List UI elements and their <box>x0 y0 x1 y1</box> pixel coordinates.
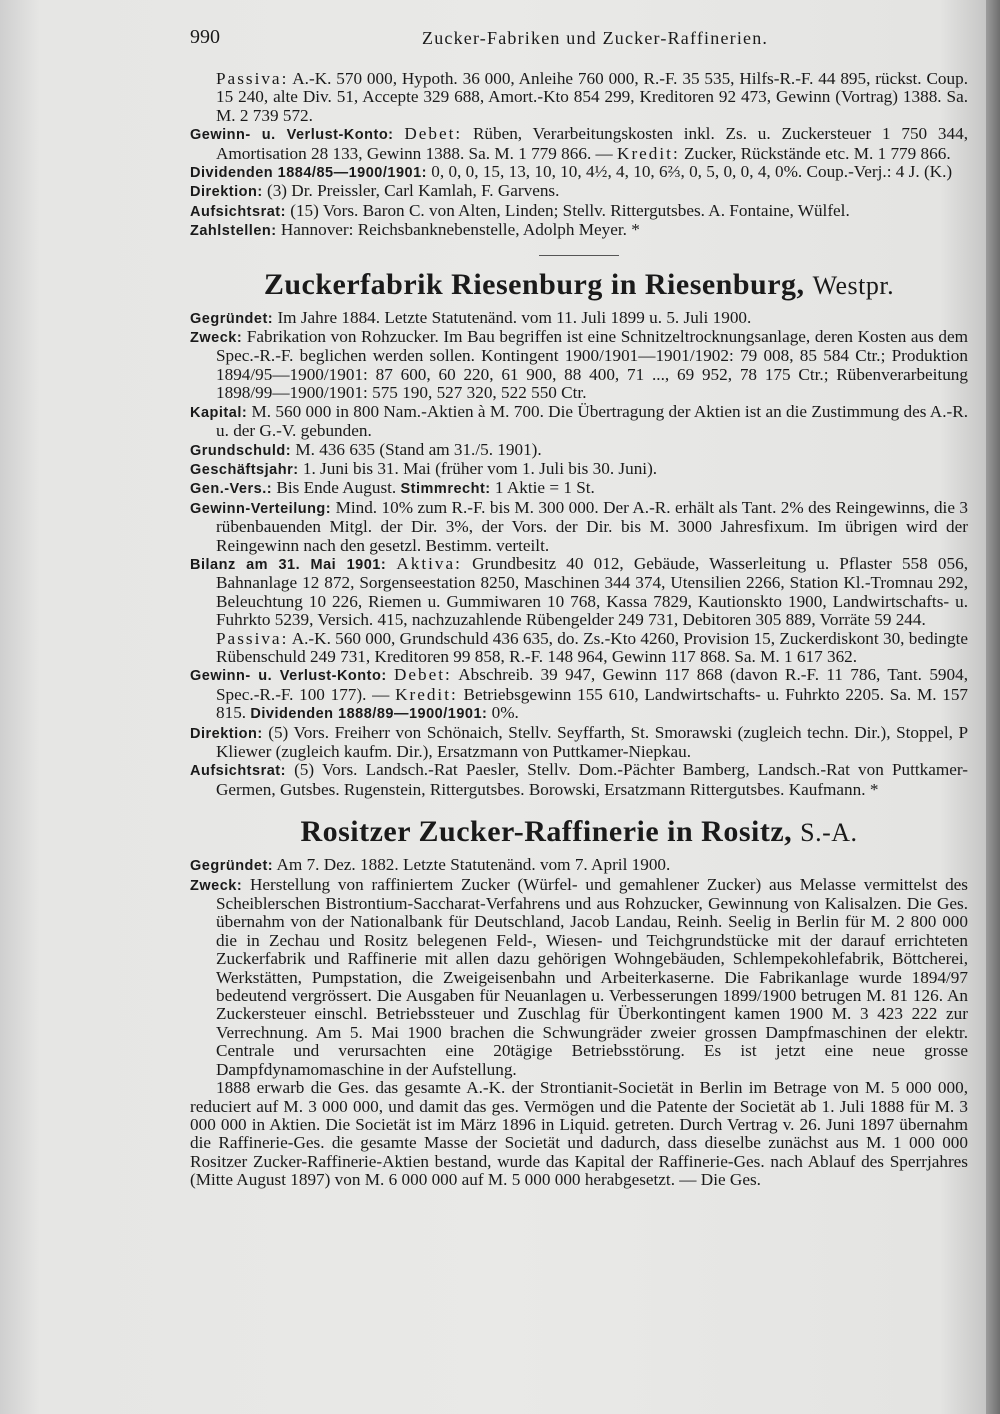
rositz-heading <box>190 815 968 850</box>
riesenburg-stimmrecht-text: 1 Aktie = 1 St. <box>494 478 595 498</box>
section-gap <box>190 799 968 807</box>
riesenburg-generalversammlung <box>190 479 968 498</box>
prev-dividenden-text: 0, 0, 0, 15, 13, 10, 10, 4½, 4, 10, 6⅔, 0, 5, 0, 0, 4, 0%. Coup.-Verj.: 4 J. (K.) <box>431 162 953 182</box>
prev-guv <box>190 125 968 163</box>
riesenburg-geschaeftsjahr <box>190 460 968 479</box>
riesenburg-zweck-label: Zweck: <box>190 330 243 347</box>
prev-guv-debet-text: Rüben, Verarbeitungskosten inkl. Zs. u. Zuckersteuer 1 750 344, Amortisation 28 133, Gewinn 1388. Sa. M. 1 779 866. — <box>216 124 969 163</box>
riesenburg-zweck-text: Fabrikation von Rohzucker. Im Bau begriffen ist eine Schnitzeltrocknungsanlage, deren Kosten aus dem Spec.-R.-F. beglichen werden sollen. Kontingent 1900/1901—1901/1902: 79 008, 85 584 Ctr.; Produktion 1894/95—1900/1901: 87 600, 60 220, 61 900, 88 400, 71 ..., 69 952, 78 175 Ctr.; Rübenverarbeitung 1898/99—1900/1901: 575 190, 527 320, 522 550 Ctr. <box>216 327 969 403</box>
section-divider <box>539 255 619 256</box>
riesenburg-direktion <box>190 724 968 762</box>
riesenburg-guv <box>190 666 968 723</box>
riesenburg-grundschuld <box>190 441 968 460</box>
riesenburg-kapital <box>190 403 968 441</box>
riesenburg-grundschuld-text: M. 436 635 (Stand am 31./5. 1901). <box>295 439 542 459</box>
page-header <box>190 26 990 56</box>
rositz-history-paragraph <box>190 1079 968 1189</box>
section-gap <box>190 807 968 815</box>
riesenburg-genvers-label: Gen.-Vers.: <box>190 481 273 498</box>
riesenburg-title-location: Westpr. <box>812 270 895 300</box>
riesenburg-gegruendet-text: Im Jahre 1884. Letzte Statutenänd. vom 11. Juli 1899 u. 5. Juli 1900. <box>277 307 752 327</box>
riesenburg-direktion-text: (5) Vors. Freiherr von Schönaich, Stellv. Seyffarth, St. Smorawski (zugleich techn. Dir.), Stoppel, P Kliewer (zugleich kaufm. Dir.), Ersatzmann von Puttkamer-Niepkau. <box>216 722 968 761</box>
rositz-gegruendet <box>190 856 968 875</box>
rositz-title-location: S.-A. <box>800 818 858 848</box>
prev-guv-kredit-label: Kredit: <box>617 143 680 163</box>
page-content <box>190 70 968 1190</box>
prev-zahlstellen <box>190 221 968 240</box>
riesenburg-guv-kredit-text: Betriebsgewinn 155 610, Landwirtschafts- u. Fuhrkto 2205. Sa. M. 157 815. <box>216 684 969 723</box>
riesenburg-aufsichtsrat-text: (5) Vors. Landsch.-Rat Paesler, Stellv. Dom.-Pächter Bamberg, Landsch.-Rat von Puttkamer-Germen, Gutsbes. Rugenstein, Rittergutsbes. Borowski, Ersatzmann Rittergutsbes. Kaufmann. * <box>216 760 968 799</box>
prev-guv-debet-label: Debet: <box>404 124 463 144</box>
prev-aufsichtsrat <box>190 202 968 221</box>
riesenburg-guv-label: Gewinn- u. Verlust-Konto: <box>190 668 387 685</box>
rositz-gegruendet-text: Am 7. Dez. 1882. Letzte Statutenänd. vom 7. April 1900. <box>276 855 671 875</box>
riesenburg-bilanz-label: Bilanz am 31. Mai 1901: <box>190 556 387 573</box>
riesenburg-genvers-text: Bis Ende August. <box>276 478 397 498</box>
prev-zahlstellen-text: Hannover: Reichsbanknebenstelle, Adolph Meyer. * <box>280 220 640 240</box>
riesenburg-geschaeftsjahr-text: 1. Juni bis 31. Mai (früher vom 1. Juli bis 30. Juni). <box>302 458 658 478</box>
riesenburg-gewinnverteilung-text: Mind. 10% zum R.-F. bis M. 300 000. Der A.-R. erhält als Tant. 2% des Reingewinns, die 3 rübenbauenden Mitgl. der Dir. 3%, der Vors. der Dir. bis M. 3000 Jahresfixum. Im übrigen wird der Reingewinn nach den gesetzl. Bestimm. verteilt. <box>216 497 968 555</box>
prev-aufsichtsrat-label: Aufsichtsrat: <box>190 203 286 220</box>
rositz-zweck-label: Zweck: <box>190 877 243 894</box>
riesenburg-passiva-label: Passiva: <box>216 628 289 648</box>
rositz-title: Rositzer Zucker-Raffinerie in Rositz, <box>300 815 793 849</box>
rositz-gegruendet-label: Gegründet: <box>190 858 274 875</box>
riesenburg-heading <box>190 268 968 303</box>
prev-direktion-label: Direktion: <box>190 184 263 201</box>
riesenburg-gegruendet <box>190 309 968 328</box>
riesenburg-dividenden-text: 0%. <box>491 703 519 723</box>
riesenburg-gewinnverteilung <box>190 499 968 555</box>
prev-zahlstellen-label: Zahlstellen: <box>190 223 277 240</box>
riesenburg-passiva <box>190 630 968 667</box>
rositz-history-text: 1888 erwarb die Ges. das gesamte A.-K. der Strontianit-Societät in Berlin im Betrage von M. 5 000 000, reduciert auf M. 3 000 000, und damit das ges. Vermögen und die Patente der Societät ab 1. Juli 1888 für M. 3 000 000 in Aktien. Die Societät ist im März 1896 in Liquid. getreten. Durch Vertrag v. 26. Juni 1897 übernahm die Raffinerie-Ges. die gesamte Masse der Societät und dadurch, dass dieselbe zunächst aus M. 1 000 000 Rositzer Zucker-Raffinerie-Aktien bestand, wurde das Kapital der Raffinerie-Ges. nach Ablauf des Sperrjahres (Mitte August 1897) von M. 6 000 000 auf M. 5 000 000 herabgesetzt. — Die Ges. <box>190 1078 968 1190</box>
prev-aufsichtsrat-text: (15) Vors. Baron C. von Alten, Linden; Stellv. Rittergutsbes. A. Fontaine, Wülfel. <box>290 200 850 220</box>
prev-dividenden <box>190 163 968 182</box>
riesenburg-aktiva-label: Aktiva: <box>396 553 462 573</box>
page-number: 990 <box>190 26 220 48</box>
riesenburg-guv-kredit-label: Kredit: <box>395 684 458 704</box>
prev-dividenden-label: Dividenden 1884/85—1900/1901: <box>190 165 427 182</box>
riesenburg-guv-debet-text: Abschreib. 39 947, Gewinn 117 868 (davon R.-F. 11 786, Tant. 5904, Spec.-R.-F. 100 177). — <box>216 665 969 704</box>
riesenburg-kapital-label: Kapital: <box>190 404 248 421</box>
riesenburg-aufsichtsrat <box>190 761 968 799</box>
prev-passiva-text: A.-K. 570 000, Hypoth. 36 000, Anleihe 760 000, R.-F. 35 535, Hilfs-R.-F. 44 895, rückst. Coup. 15 240, alte Div. 51, Accepte 329 688, Amort.-Kto 854 299, Kreditoren 92 473, Gewinn (Vortrag) 1388. Sa. M. 2 739 572. <box>216 69 968 125</box>
riesenburg-zweck <box>190 328 968 403</box>
riesenburg-direktion-label: Direktion: <box>190 725 263 742</box>
prev-direktion-text: (3) Dr. Preissler, Carl Kamlah, F. Garvens. <box>266 181 560 201</box>
riesenburg-aktiva-text: Grundbesitz 40 012, Gebäude, Wasserleitung u. Pflaster 558 056, Bahnanlage 12 872, Sorgenseestation 8250, Maschinen 344 374, Utensilien 2266, Station Kl.-Tromnau 292, Beleuchtung 10 226, Riemen u. Gummiwaren 10 768, Kassa 7829, Kautionskto 1900, Landwirtschafts- u. Fuhrkto 5239, Versich. 415, nachzuzahlende Rübengelder 249 731, Debitoren 305 889, Vorräte 59 244. <box>216 553 968 630</box>
prev-guv-label: Gewinn- u. Verlust-Konto: <box>190 127 394 144</box>
prev-passiva <box>190 70 968 125</box>
riesenburg-title: Zuckerfabrik Riesenburg in Riesenburg, <box>263 267 805 301</box>
riesenburg-passiva-text: A.-K. 560 000, Grundschuld 436 635, do. Zs.-Kto 4260, Provision 15, Zuckerdiskont 30, bedingte Rübenschuld 249 731, Kreditoren 99 858, R.-F. 148 964, Gewinn 117 868. Sa. M. 1 617 362. <box>216 628 968 666</box>
running-title: Zucker-Fabriken und Zucker-Raffinerien. <box>422 28 769 48</box>
prev-direktion <box>190 182 968 201</box>
rositz-zweck-text: Herstellung von raffiniertem Zucker (Würfel- und gemahlener Zucker) aus Melasse vermittelst des Scheiblerschen Bistrontium-Saccharat-Verfahrens und aus Rohzucker, Gewinnung von Kalisalzen. Die Ges. übernahm von der Nationalbank für Deutschland, Jacob Landau, Reinh. Seelig in Berlin für M. 2 800 000 die in Zechau und Rositz belegenen Feld-, Wiesen- und Teichgrundstücke mit der darauf errichteten Zuckerfabrik und Raffinerie mit allen dazu gehörigen Wohngebäuden, Schlempekohlefabrik, Böttcherei, Werkstätten, Pumpstation, die Zweigeisenbahn und Arbeiterkaserne. Die Fabrikanlage wurde 1894/97 bedeutend vergrössert. Die Ausgaben für Neuanlagen u. Verbesserungen 1899/1900 betrugen M. 81 126. An Zuckersteuer einschl. Betriebssteuer und Zuschlag für Überkontingent kamen 1900 M. 3 423 222 zur Verrechnung. Am 5. Mai 1900 brachen die Schwungräder zweier grossen Dampfmaschinen der elektr. Centrale und verursachten eine 20tägige Betriebsstörung. Es ist jetzt eine neue grosse Dampfdynamomaschine in der Aufstellung. <box>216 874 969 1079</box>
prev-guv-kredit-text: Zucker, Rückstände etc. M. 1 779 866. <box>684 143 951 163</box>
rositz-zweck <box>190 876 968 1079</box>
riesenburg-aufsichtsrat-label: Aufsichtsrat: <box>190 763 286 780</box>
riesenburg-grundschuld-label: Grundschuld: <box>190 442 292 459</box>
riesenburg-stimmrecht-label: Stimmrecht: <box>400 481 491 498</box>
riesenburg-dividenden-label: Dividenden 1888/89—1900/1901: <box>250 706 488 723</box>
riesenburg-kapital-text: M. 560 000 in 800 Nam.-Aktien à M. 700. Die Übertragung der Aktien ist an die Zustimmung des A.-R. u. der G.-V. gebunden. <box>216 401 968 441</box>
riesenburg-guv-debet-label: Debet: <box>394 665 452 685</box>
riesenburg-gewinnverteilung-label: Gewinn-Verteilung: <box>190 500 332 517</box>
riesenburg-bilanz-aktiva <box>190 555 968 630</box>
riesenburg-gegruendet-label: Gegründet: <box>190 310 274 327</box>
riesenburg-geschaeftsjahr-label: Geschäftsjahr: <box>190 461 299 478</box>
prev-passiva-label: Passiva: <box>216 69 289 88</box>
page-edge-shadow <box>986 0 1000 1414</box>
